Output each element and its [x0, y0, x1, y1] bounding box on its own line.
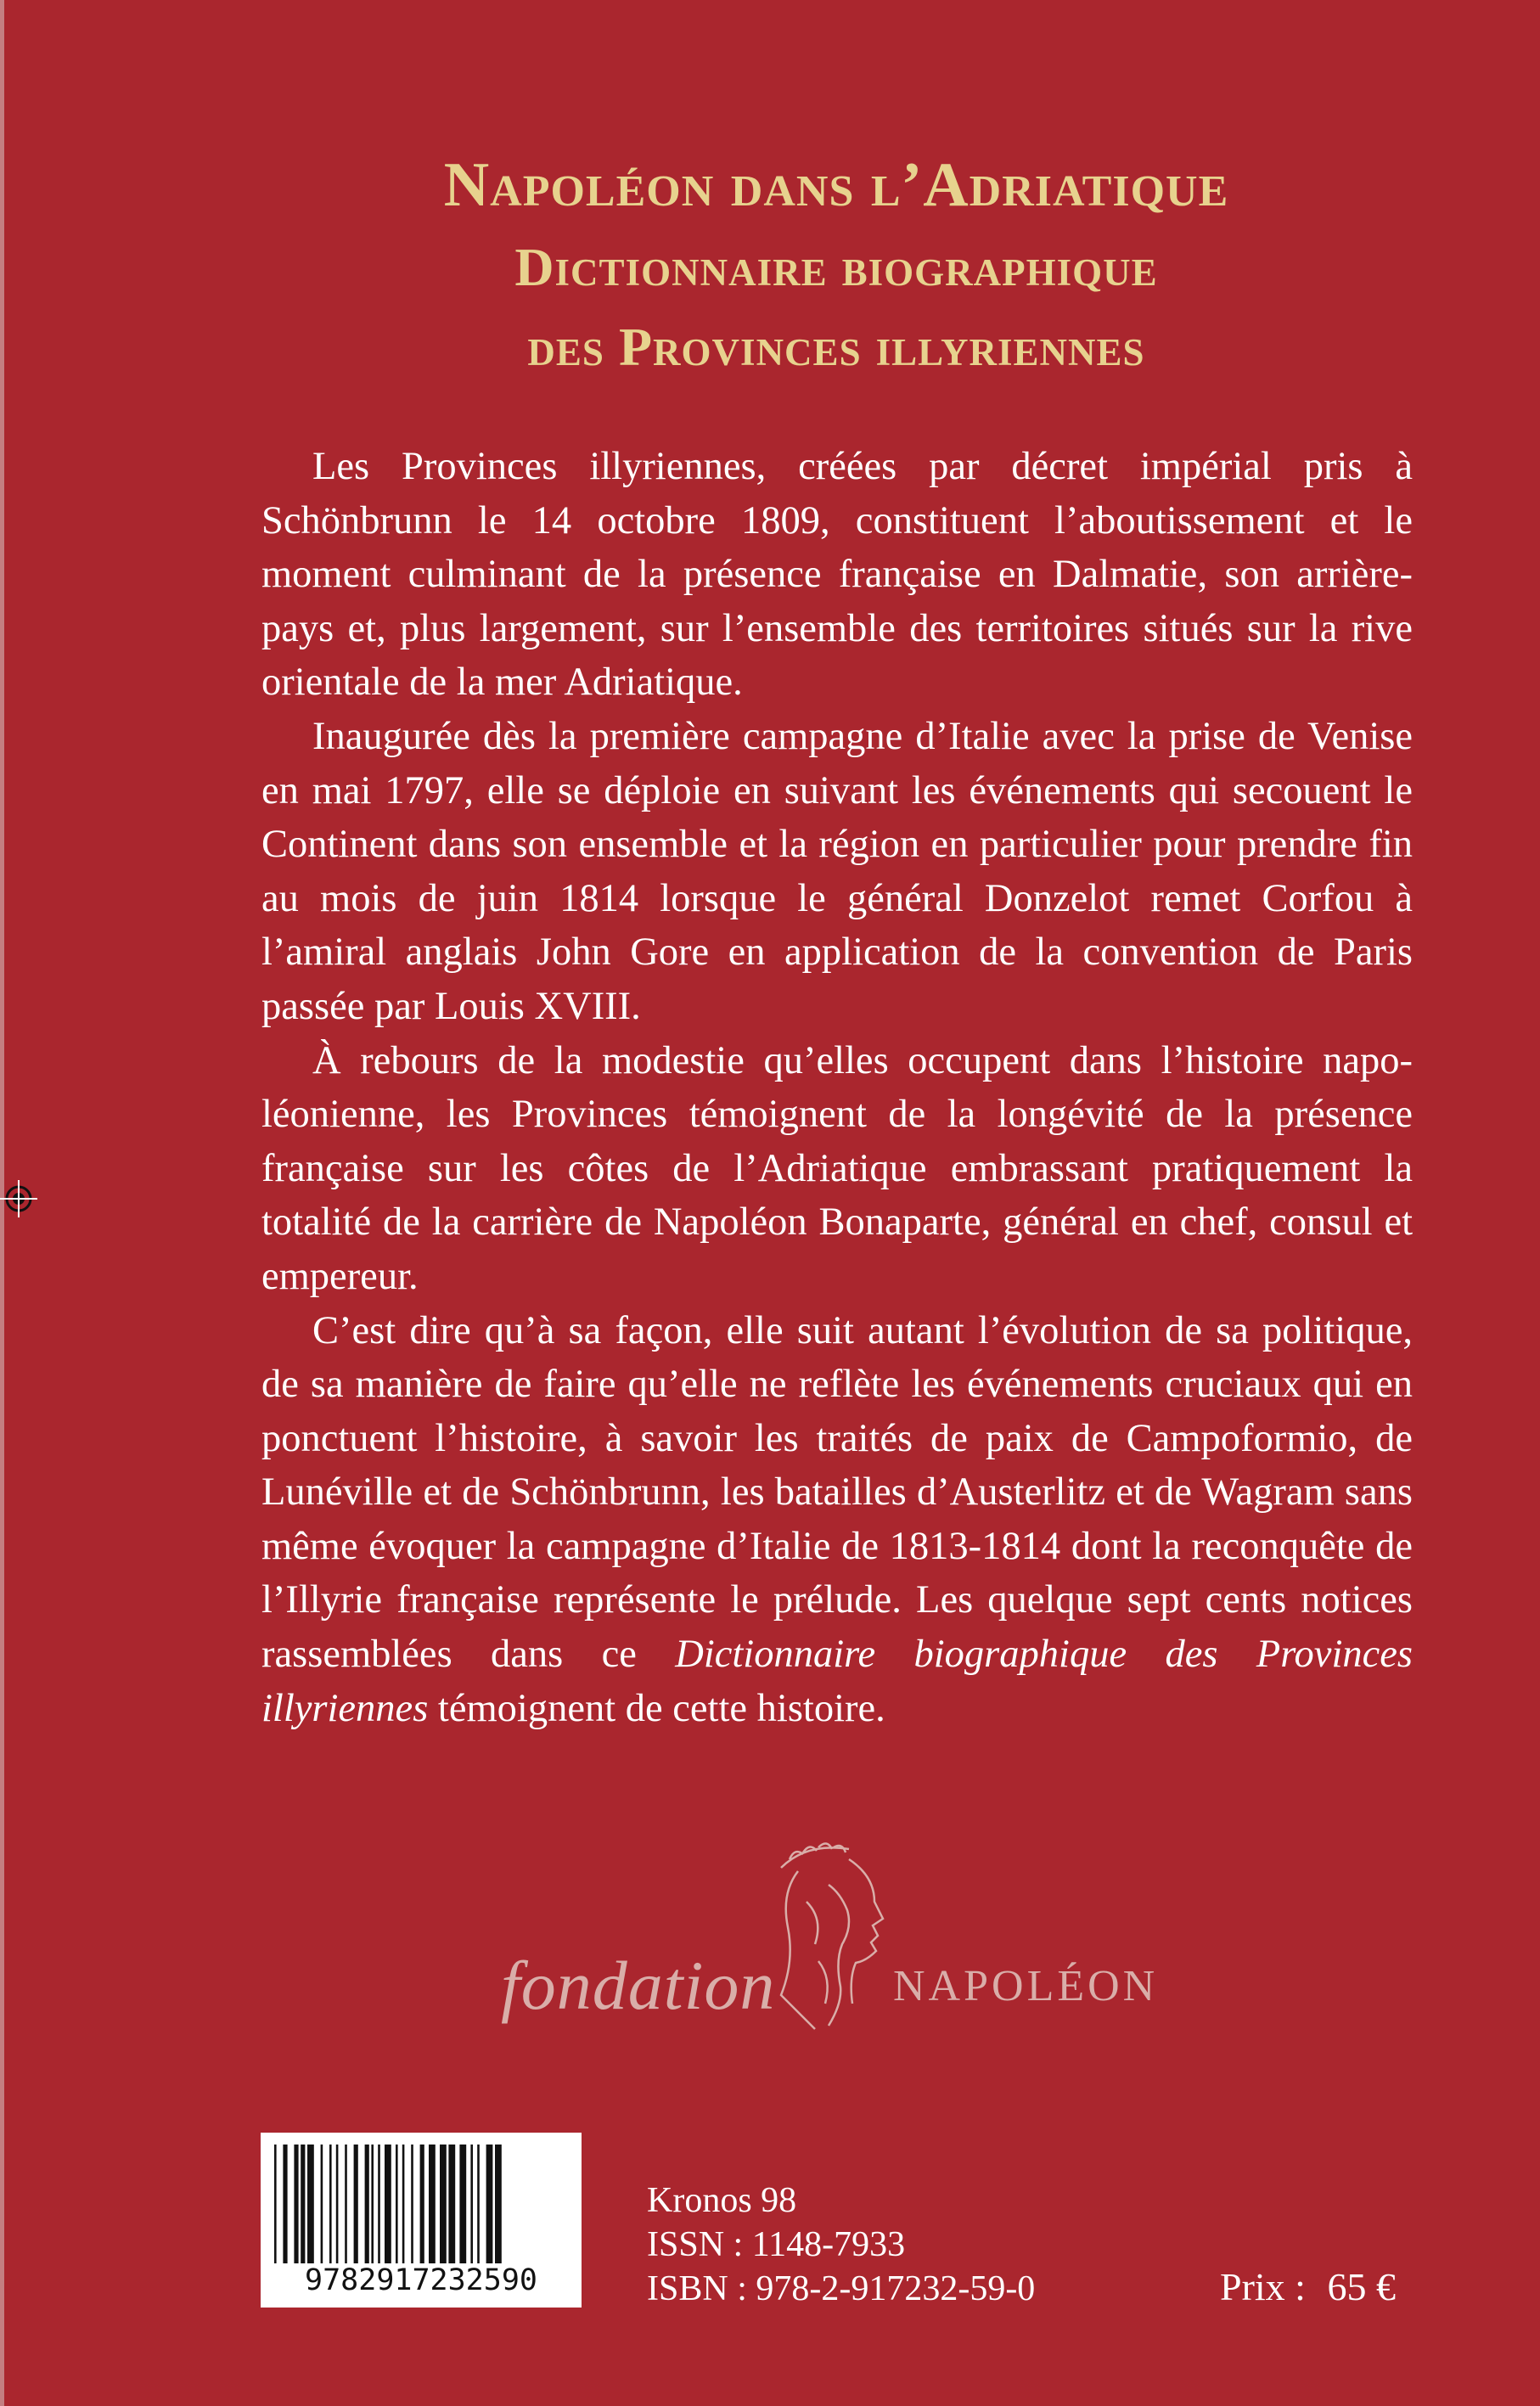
barcode-bar — [440, 2145, 447, 2263]
isbn-barcode — [261, 2133, 582, 2308]
barcode-bar — [371, 2145, 374, 2263]
barcode-bar — [477, 2145, 480, 2263]
barcode-bar — [378, 2145, 380, 2263]
logo-word-napoleon: NAPOLÉON — [893, 1962, 1159, 2010]
blurb-paragraph-2: Inaugurée dès la première campagne d’Italie avec la prise de Venise en mai 1797, elle se déploie en suivant les événements qui secouent le Continent dans son ensemble et la région en particulier pour prendre fin au mois de juin 1814 lorsque le général Donzelot remet Corfou à l’amiral anglais John Gore en application de la convention de Paris passée par Louis XVIII. — [261, 714, 1413, 1028]
price — [1220, 2264, 1396, 2309]
book-title — [255, 143, 1418, 387]
barcode-bar — [345, 2145, 347, 2263]
blurb-p4-end: témoignent de cette histoire. — [428, 1686, 885, 1730]
logo-word-fondation: fondation — [501, 1947, 776, 2024]
barcode-bar — [301, 2145, 305, 2263]
barcode-bar — [420, 2145, 424, 2263]
barcode-bar — [283, 2145, 287, 2263]
blurb-paragraph-1: Les Provinces illyriennes, créées par décret impérial pris à Schönbrunn le 14 octobre 1809, constituent l’aboutissement et le moment culminant de la présence française en Dalmatie, son arrière-pays et, plus largement, sur l’ensemble des territoires situés sur la rive orientale de la mer Adriatique. — [261, 445, 1413, 705]
barcode-bar — [307, 2145, 314, 2263]
barcode-bar — [336, 2145, 339, 2263]
barcode-bar — [365, 2145, 369, 2263]
barcode-bar — [274, 2145, 277, 2263]
title-line-2: Dictionnaire biographique — [514, 237, 1158, 297]
barcode-bar — [402, 2145, 405, 2263]
barcode-bar — [329, 2145, 332, 2263]
barcode-bar — [411, 2145, 413, 2263]
issn: ISSN : 1148-7933 — [647, 2225, 906, 2264]
blurb-p4-start: C’est dire qu’à sa façon, elle suit autant l’évolution de sa politique, de sa manière de faire qu’elle ne reflète les événements cruciaux qui en ponctuent l’histoire, à savoir les traités de paix de Campoformio, de Lunéville et de Schönbrunn, les batailles d’Austerlitz et de Wagram sans même évoquer la campagne d’Italie de 1813-1814 dont la reconquête de l’Illyrie française représente le prélude. Les quelque sept cents notices rassemblées dans ce — [261, 1308, 1413, 1677]
back-cover-blurb — [261, 440, 1413, 1735]
barcode-bar — [470, 2145, 473, 2263]
blurb-p4-title-italic: Dictionnaire biographique des Provinces illyriennes — [261, 1633, 1413, 1730]
barcode-bar — [321, 2145, 323, 2263]
registration-mark-icon — [0, 1180, 37, 1217]
price-label: Prix : — [1220, 2265, 1306, 2308]
series-number: Kronos 98 — [647, 2181, 797, 2220]
barcode-bar — [429, 2145, 436, 2263]
barcode-bar — [294, 2145, 298, 2263]
barcode-digits: 9782917232590 — [305, 2263, 537, 2297]
price-value: 65 € — [1327, 2265, 1396, 2308]
barcode-bar — [495, 2145, 502, 2263]
publication-info — [647, 2178, 1035, 2311]
blurb-paragraph-3: À rebours de la modestie qu’elles occupent dans l’histoire napoléonienne, les Provinces témoignent de la longévité de la présence française sur les côtes de l’Adriatique embrassant pratiquement la totalité de la carrière de Napoléon Bonaparte, général en chef, consul et empereur. — [261, 1038, 1413, 1298]
fondation-napoleon-logo — [501, 1834, 1163, 2055]
barcode-bars — [273, 2145, 570, 2263]
barcode-bar — [354, 2145, 358, 2263]
barcode-bar — [448, 2145, 455, 2263]
title-line-1: Napoléon dans l’Adriatique — [443, 150, 1229, 220]
barcode-bar — [385, 2145, 391, 2263]
isbn: ISBN : 978-2-917232-59-0 — [647, 2269, 1036, 2308]
barcode-bar — [486, 2145, 493, 2263]
blurb-paragraph-4 — [261, 1304, 1413, 1736]
barcode-bar — [459, 2145, 466, 2263]
barcode-bar — [396, 2145, 398, 2263]
title-line-3: des Provinces illyriennes — [527, 317, 1145, 377]
napoleon-profile-icon — [747, 1834, 908, 2038]
